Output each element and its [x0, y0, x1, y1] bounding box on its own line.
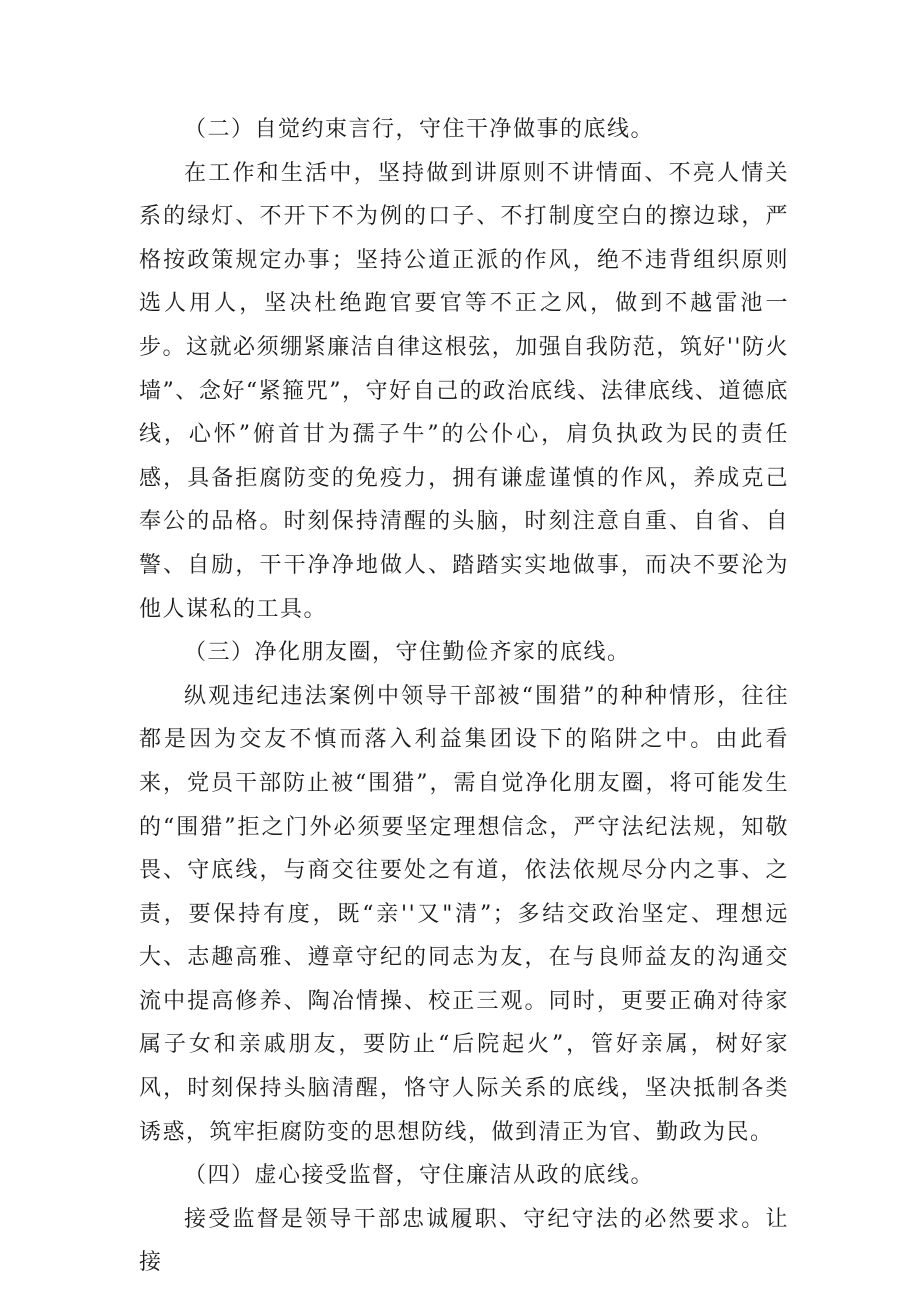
section-heading-3: （三）净化朋友圈，守住勤俭齐家的底线。: [184, 640, 631, 666]
document-body: [139, 108, 789, 1285]
paragraph-3: 接受监督是领导干部忠诚履职、守纪守法的必然要求。让接: [139, 1206, 789, 1276]
paragraph-2: 纵观违纪违法案例中领导干部被“围猎”的种种情形，往往都是因为交友不慎而落入利益集团设下的陷阱之中。由此看来，党员干部防止被“围猎”，需自觉净化朋友圈，将可能发生的“围猎”拒之门外必须要坚定理想信念，严守法纪法规，知敬畏、守底线，与商交往要处之有道，依法依规尽分内之事、之责，要保持有度，既“亲''又"清”；多结交政治坚定、理想远大、志趣高雅、遵章守纪的同志为友，在与良师益友的沟通交流中提高修养、陶冶情操、校正三观。同时，更要正确对待家属子女和亲戚朋友，要防止“后院起火”，管好亲属，树好家风，时刻保持头脑清醒，恪守人际关系的底线，坚决抵制各类诱惑，筑牢拒腐防变的思想防线，做到清正为官、勤政为民。: [139, 683, 789, 1145]
paragraph-1: 在工作和生活中，坚持做到讲原则不讲情面、不亮人情关系的绿灯、不开下不为例的口子、不打制度空白的擦边球，严格按政策规定办事；坚持公道正派的作风，绝不违背组织原则选人用人，坚决杜绝跑官要官等不正之风，做到不越雷池一步。这就必须绷紧廉洁自律这根弦，加强自我防范，筑好''防火墙”、念好“紧箍咒”，守好自己的政治底线、法律底线、道德底线，心怀”俯首甘为孺子牛”的公仆心，肩负执政为民的责任感，具备拒腐防变的免疫力，拥有谦虚谨慎的作风，养成克己奉公的品格。时刻保持清醒的头脑，时刻注意自重、自省、自警、自励，干干净净地做人、踏踏实实地做事，而决不要沦为他人谋私的工具。: [139, 160, 789, 622]
section-heading-2: （二）自觉约束言行，守住干净做事的底线。: [184, 117, 655, 142]
section-heading-4: （四）虚心接受监督，守住廉洁从政的底线。: [184, 1163, 655, 1189]
